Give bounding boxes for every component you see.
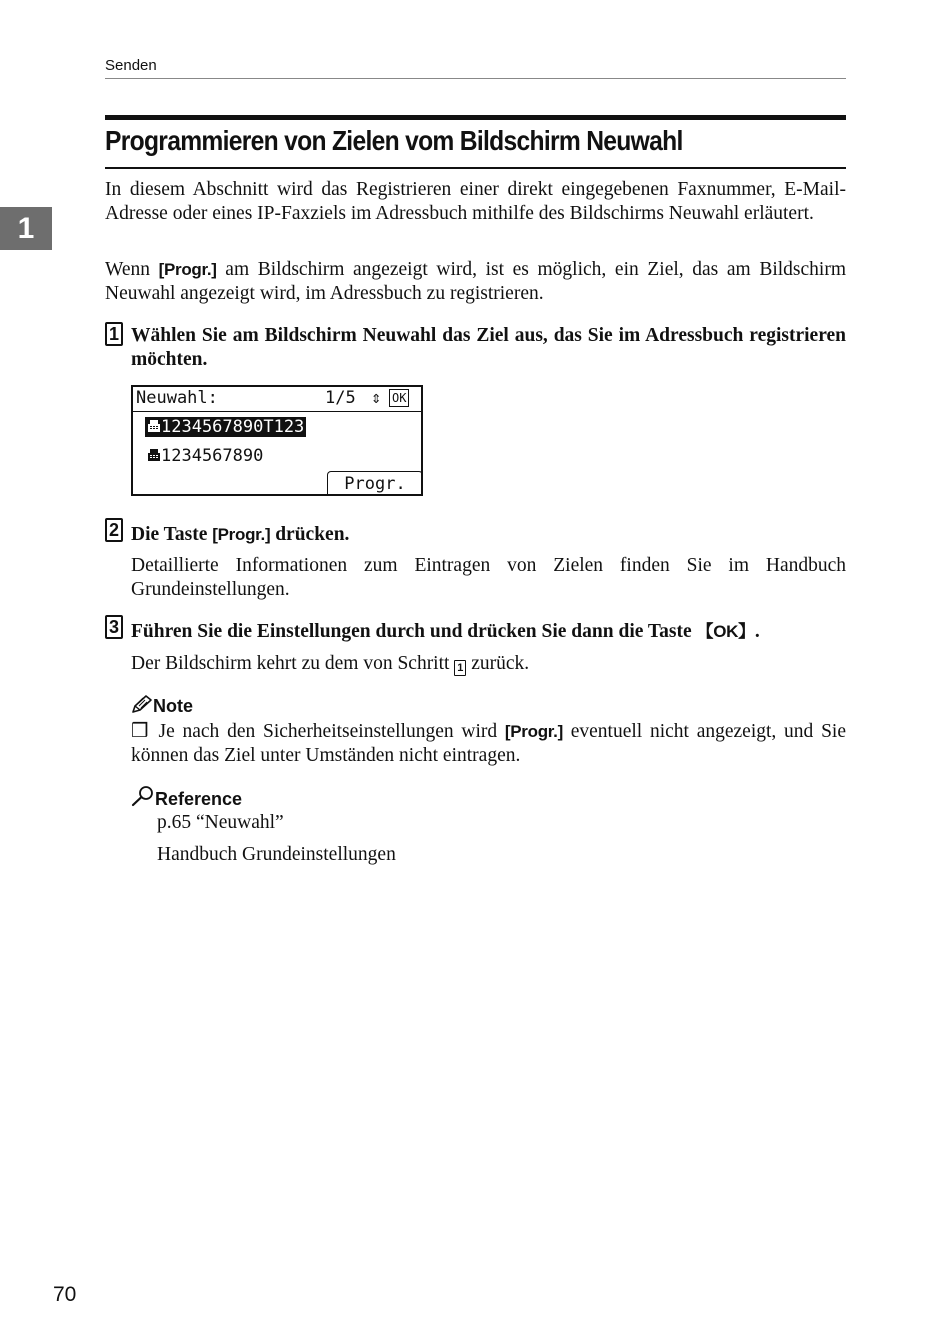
step-2-pre: Die Taste xyxy=(131,524,213,545)
pencil-icon xyxy=(131,694,153,714)
title-rule-top xyxy=(105,115,846,120)
chapter-tab: 1 xyxy=(0,207,52,250)
note-heading xyxy=(131,694,193,717)
step-3-detail-post: zurück. xyxy=(466,653,530,674)
step-number-3: 3 xyxy=(105,615,123,639)
progr-key-label: [Progr.] xyxy=(504,722,563,741)
header-rule xyxy=(105,78,846,79)
running-header: Senden xyxy=(105,57,157,74)
reference-link-neuwahl[interactable]: p.65 “Neuwahl” xyxy=(157,812,284,833)
step-3-detail-pre: Der Bildschirm kehrt zu dem von Schritt xyxy=(131,653,455,674)
reference-heading xyxy=(131,785,242,810)
lcd-row1-number: 1234567890T123 xyxy=(161,417,305,437)
fax-icon xyxy=(147,419,161,433)
progr-key-label: [Progr.] xyxy=(158,260,217,279)
lcd-divider xyxy=(133,411,421,412)
step-2-text xyxy=(131,523,846,547)
lcd-page-indicator: 1/5 xyxy=(325,388,356,408)
page-number: 70 xyxy=(53,1283,77,1306)
magnifier-icon xyxy=(131,785,155,807)
step-2-detail: Detaillierte Informationen zum Eintragen von Zielen finden Sie im Handbuch Grundeinstellungen. xyxy=(131,555,846,600)
lcd-destination-row-selected[interactable] xyxy=(145,417,306,437)
step-1-text: Wählen Sie am Bildschirm Neuwahl das Ziel aus, das Sie im Adressbuch registrieren möchten. xyxy=(131,325,846,370)
step-3-text xyxy=(131,620,846,644)
lcd-progr-button[interactable]: Progr. xyxy=(327,471,423,496)
reference-manual: Handbuch Grundeinstellungen xyxy=(157,844,396,865)
intro-paragraph-2 xyxy=(105,258,846,306)
step-number-2: 2 xyxy=(105,518,123,542)
note-item-post: eventuell nicht angezeigt, und Sie können das Ziel unter Umständen nicht eintragen. xyxy=(131,721,846,766)
note-item-pre: Je nach den Sicherheitseinstellungen wird xyxy=(158,721,505,742)
ok-key-label: 【OK】 xyxy=(696,622,755,641)
note-item xyxy=(131,720,846,768)
checkbox-bullet-icon: ❒ xyxy=(131,721,149,742)
step-number-1: 1 xyxy=(105,322,123,346)
section-title: Programmieren von Zielen vom Bildschirm Neuwahl xyxy=(105,125,683,156)
progr-key-label: [Progr.] xyxy=(212,525,271,544)
note-heading-label: Note xyxy=(153,696,193,716)
lcd-ok-indicator: OK xyxy=(389,389,409,407)
step-2-post: drücken. xyxy=(270,524,350,545)
intro-paragraph-1: In diesem Abschnitt wird das Registrieren einer direkt eingegebenen Faxnummer, E-Mail-Adresse oder eines IP-Faxziels im Adressbuch mithilfe des Bildschirms Neuwahl erläutert. xyxy=(105,179,846,224)
step-3-post: . xyxy=(754,621,760,642)
step-reference-1: 1 xyxy=(454,660,466,676)
lcd-title: Neuwahl: xyxy=(136,388,218,408)
fax-icon xyxy=(147,448,161,462)
title-rule-bottom xyxy=(105,167,846,169)
scroll-arrows-icon: ⇕ xyxy=(371,388,382,408)
lcd-row2-number: 1234567890 xyxy=(161,446,264,466)
lcd-screen xyxy=(131,385,423,496)
lcd-destination-row[interactable] xyxy=(145,446,265,466)
intro-p2-post: am Bildschirm angezeigt wird, ist es möglich, ein Ziel, das am Bildschirm Neuwahl angezeigt wird, im Adressbuch zu registrieren. xyxy=(105,259,847,304)
step-3-pre: Führen Sie die Einstellungen durch und drücken Sie dann die Taste xyxy=(131,621,697,642)
step-3-detail xyxy=(131,652,846,676)
intro-p2-pre: Wenn xyxy=(105,259,159,280)
reference-heading-label: Reference xyxy=(155,789,243,809)
